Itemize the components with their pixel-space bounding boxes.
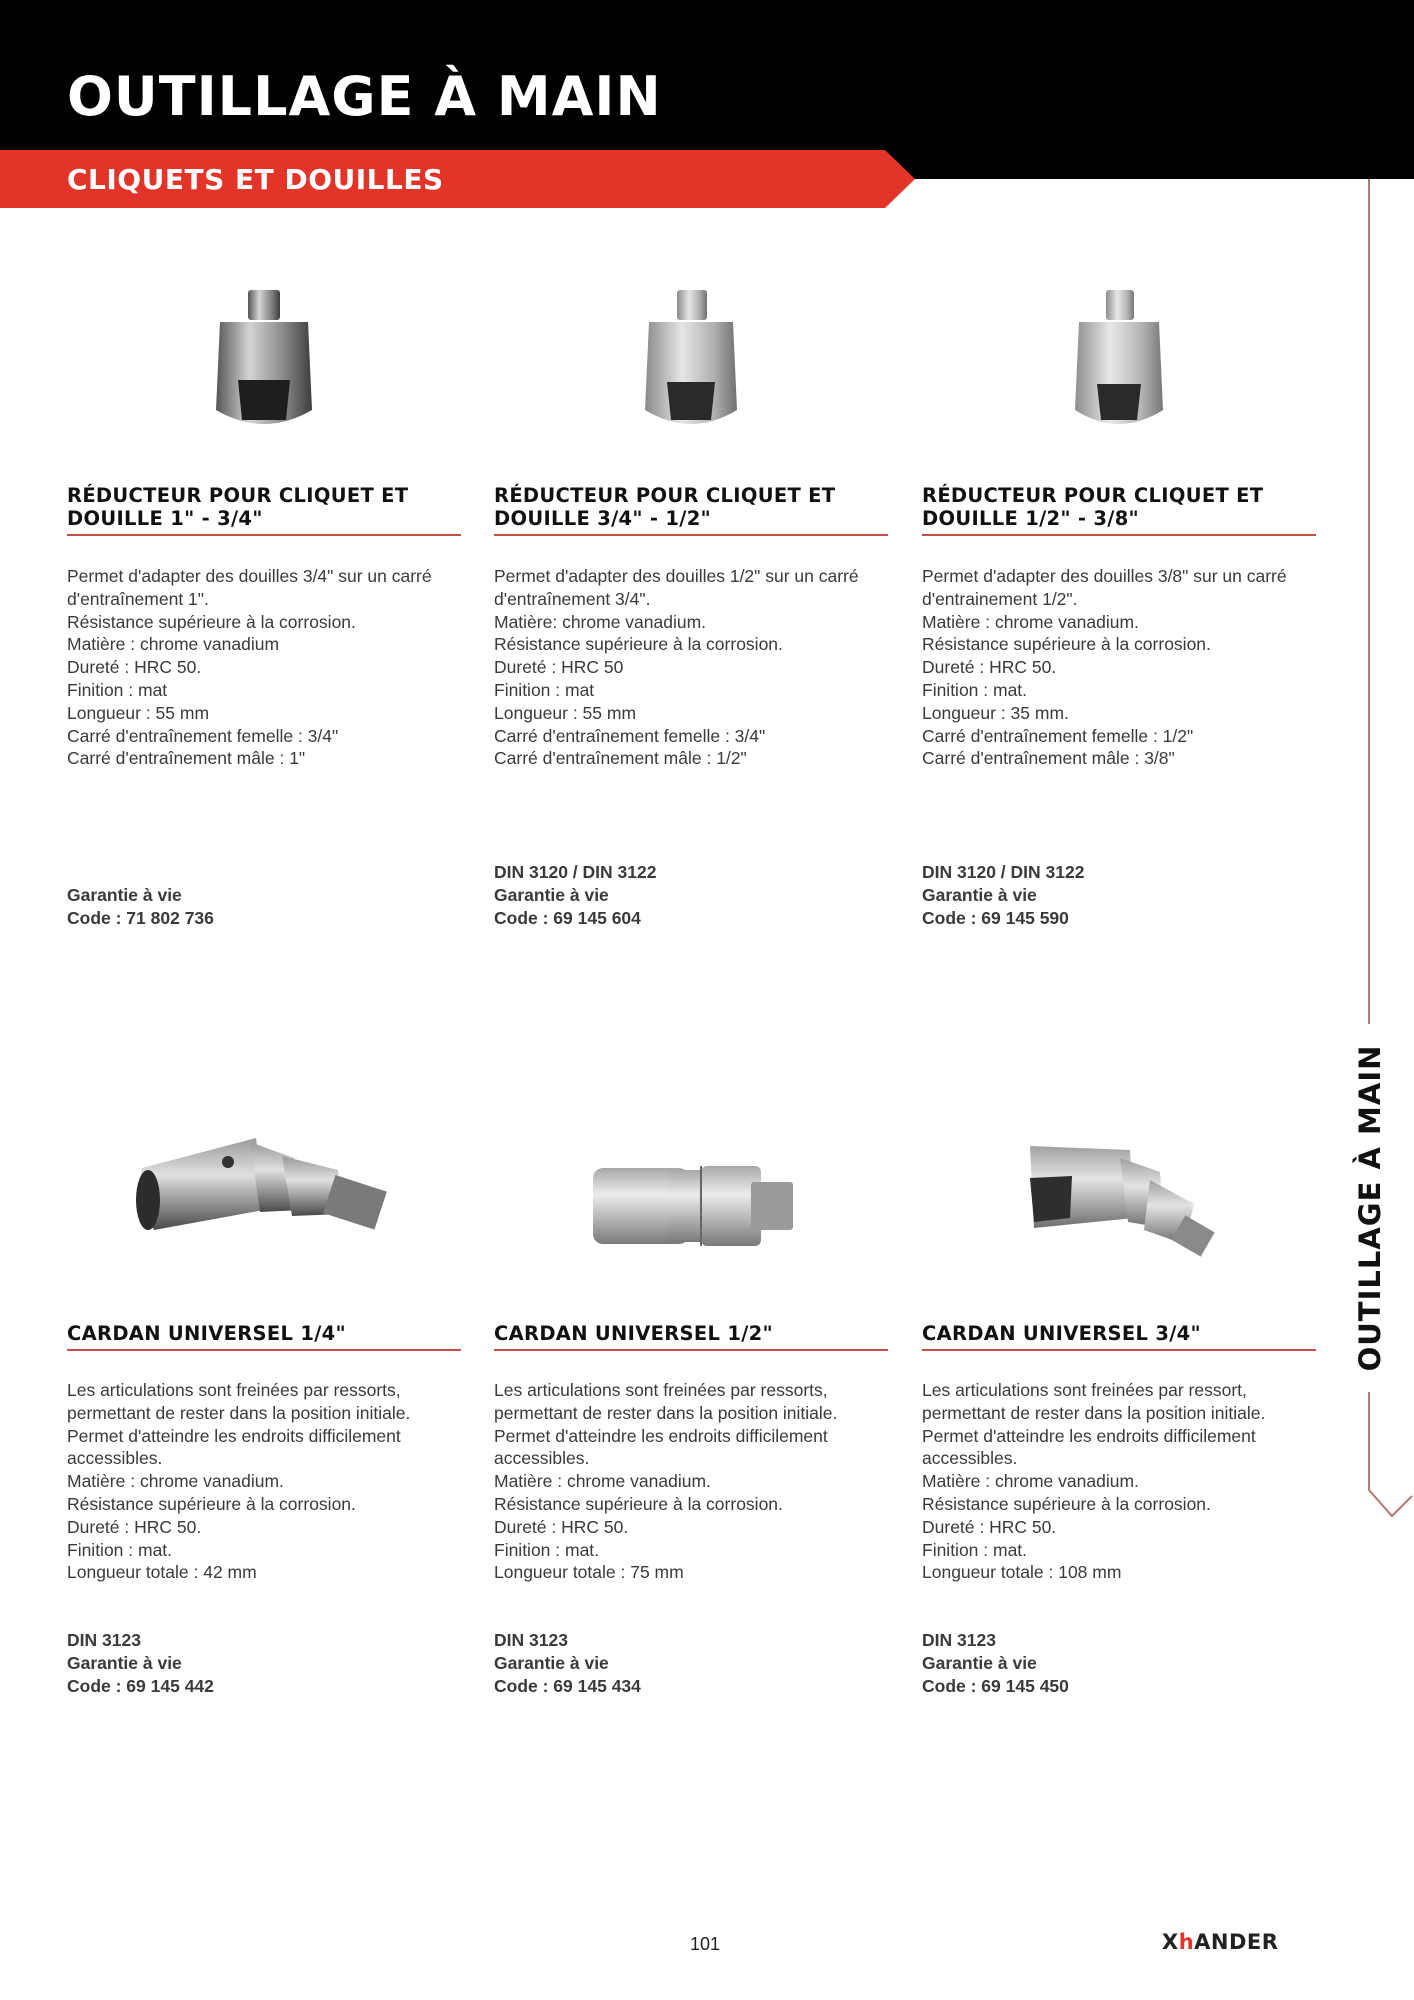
din-norm: DIN 3123 (67, 1630, 141, 1650)
description-line: Dureté : HRC 50. (67, 1516, 202, 1537)
description-line: accessibles. (494, 1448, 590, 1469)
description-line: Longueur totale : 42 mm (67, 1562, 257, 1583)
socket-reducer-image (494, 280, 888, 430)
product-meta (67, 1629, 461, 1697)
description-line: Carré d'entraînement mâle : 1" (67, 748, 306, 769)
description-line: Matière : chrome vanadium (67, 634, 280, 655)
product-code: Code : 69 145 442 (67, 1675, 214, 1696)
product-meta (494, 1629, 888, 1697)
socket-reducer-image (67, 280, 461, 430)
description-line: Les articulations sont freinées par ressort, (922, 1380, 1247, 1400)
side-arrow-icon (1368, 1480, 1414, 1520)
description-line: Résistance supérieure à la corrosion. (494, 634, 783, 655)
product-code: Code : 69 145 434 (494, 1675, 641, 1696)
description-line: Finition : mat (494, 679, 595, 700)
description-line: d'entrainement 1/2". (922, 588, 1078, 609)
description-line: Matière: chrome vanadium. (494, 611, 707, 632)
description-line: Carré d'entraînement femelle : 3/4" (67, 725, 339, 746)
din-norm: DIN 3123 (922, 1630, 996, 1650)
warranty-text: Garantie à vie (494, 1652, 609, 1673)
description-line: Matière : chrome vanadium. (494, 1471, 711, 1492)
product-description (922, 1379, 1316, 1584)
description-line: Carré d'entraînement femelle : 1/2" (922, 725, 1194, 746)
description-line: Finition : mat. (494, 1539, 600, 1560)
description-line: Permet d'adapter des douilles 3/8" sur un carré (922, 566, 1287, 586)
warranty-text: Garantie à vie (67, 885, 182, 905)
product-title: CARDAN UNIVERSEL 1/4" (67, 1322, 461, 1351)
description-line: Les articulations sont freinées par ressorts, (494, 1380, 828, 1400)
description-line: accessibles. (922, 1448, 1018, 1469)
brand-logo-accent: h (1178, 1930, 1195, 1954)
warranty-text: Garantie à vie (67, 1652, 182, 1673)
description-line: Longueur : 55 mm (494, 702, 637, 723)
din-norm: DIN 3120 / DIN 3122 (494, 862, 657, 882)
description-line: permettant de rester dans la position initiale. (922, 1402, 1266, 1423)
socket-reducer-image (922, 280, 1316, 430)
warranty-text: Garantie à vie (494, 884, 609, 905)
description-line: Permet d'atteindre les endroits difficilement (494, 1425, 828, 1446)
product-meta (922, 861, 1316, 929)
description-line: Carré d'entraînement mâle : 1/2" (494, 748, 747, 769)
product-code: Code : 71 802 736 (67, 907, 214, 928)
description-line: Permet d'adapter des douilles 1/2" sur un carré (494, 566, 859, 586)
product-title: RÉDUCTEUR POUR CLIQUET ET DOUILLE 3/4" - 1/2" (494, 484, 888, 536)
description-line: Permet d'atteindre les endroits difficilement (67, 1425, 401, 1446)
description-line: d'entraînement 3/4". (494, 588, 651, 609)
section-subtitle: CLIQUETS ET DOUILLES (67, 163, 444, 196)
description-line: Carré d'entraînement mâle : 3/8" (922, 748, 1175, 769)
product-title: RÉDUCTEUR POUR CLIQUET ET DOUILLE 1" - 3/4" (67, 484, 461, 536)
brand-logo-prefix: X (1162, 1930, 1179, 1954)
description-line: Permet d'atteindre les endroits difficilement (922, 1425, 1256, 1446)
description-line: Longueur : 35 mm. (922, 702, 1069, 723)
description-line: Matière : chrome vanadium. (922, 611, 1139, 632)
universal-joint-image (922, 1118, 1316, 1268)
side-section-label: OUTILLAGE À MAIN (1353, 1044, 1387, 1372)
product-description (922, 565, 1316, 770)
description-line: Résistance supérieure à la corrosion. (67, 1493, 356, 1514)
description-line: Longueur totale : 108 mm (922, 1562, 1122, 1583)
description-line: Finition : mat (67, 679, 168, 700)
warranty-text: Garantie à vie (922, 1652, 1037, 1673)
product-title: CARDAN UNIVERSEL 1/2" (494, 1322, 888, 1351)
universal-joint-image (67, 1118, 461, 1268)
product-title: RÉDUCTEUR POUR CLIQUET ET DOUILLE 1/2" - 3/8" (922, 484, 1316, 536)
description-line: Dureté : HRC 50. (922, 1516, 1057, 1537)
product-description (494, 1379, 888, 1584)
description-line: Dureté : HRC 50 (494, 657, 624, 678)
description-line: Résistance supérieure à la corrosion. (922, 1493, 1211, 1514)
universal-joint-image (494, 1118, 888, 1268)
description-line: d'entraînement 1". (67, 588, 209, 609)
din-norm: DIN 3123 (494, 1630, 568, 1650)
description-line: Longueur totale : 75 mm (494, 1562, 684, 1583)
product-code: Code : 69 145 604 (494, 907, 641, 928)
product-title: CARDAN UNIVERSEL 3/4" (922, 1322, 1316, 1351)
product-meta (67, 884, 461, 930)
description-line: Résistance supérieure à la corrosion. (922, 634, 1211, 655)
product-code: Code : 69 145 590 (922, 907, 1069, 928)
product-description (494, 565, 888, 770)
product-description (67, 565, 461, 770)
brand-logo (1162, 1930, 1278, 1954)
page-number: 101 (690, 1934, 721, 1954)
description-line: Carré d'entraînement femelle : 3/4" (494, 725, 766, 746)
description-line: Résistance supérieure à la corrosion. (67, 611, 356, 632)
warranty-text: Garantie à vie (922, 884, 1037, 905)
page-title: OUTILLAGE À MAIN (67, 65, 662, 128)
description-line: Finition : mat. (922, 679, 1028, 700)
product-meta (922, 1629, 1316, 1697)
din-norm: DIN 3120 / DIN 3122 (922, 862, 1085, 882)
description-line: Dureté : HRC 50. (494, 1516, 629, 1537)
description-line: accessibles. (67, 1448, 163, 1469)
description-line: Les articulations sont freinées par ressorts, (67, 1380, 401, 1400)
brand-logo-suffix: ANDER (1194, 1930, 1279, 1954)
description-line: Longueur : 55 mm (67, 702, 210, 723)
description-line: Finition : mat. (67, 1539, 173, 1560)
product-description (67, 1379, 461, 1584)
description-line: Dureté : HRC 50. (922, 657, 1057, 678)
side-divider-top (1368, 179, 1370, 1024)
description-line: Résistance supérieure à la corrosion. (494, 1493, 783, 1514)
side-divider-bottom (1368, 1392, 1370, 1480)
description-line: Finition : mat. (922, 1539, 1028, 1560)
product-meta (494, 861, 888, 929)
product-code: Code : 69 145 450 (922, 1675, 1069, 1696)
description-line: Permet d'adapter des douilles 3/4" sur un carré (67, 566, 432, 586)
description-line: permettant de rester dans la position initiale. (494, 1402, 838, 1423)
description-line: Matière : chrome vanadium. (922, 1471, 1139, 1492)
description-line: permettant de rester dans la position initiale. (67, 1402, 411, 1423)
description-line: Matière : chrome vanadium. (67, 1471, 284, 1492)
description-line: Dureté : HRC 50. (67, 657, 202, 678)
